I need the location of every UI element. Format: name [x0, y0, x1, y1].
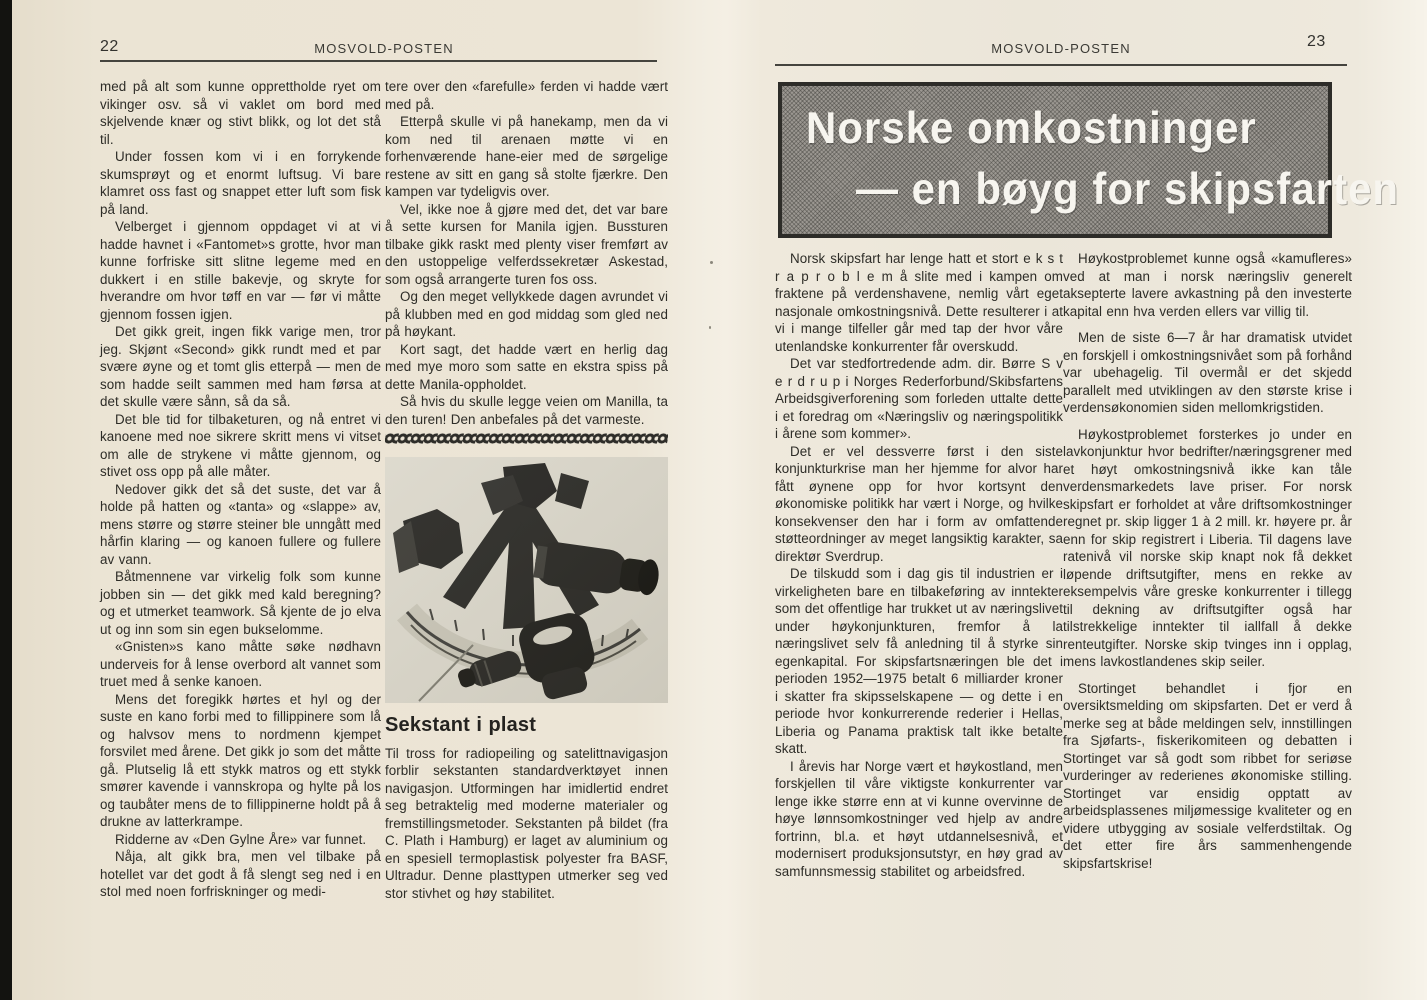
left-page-column-2 [385, 78, 668, 902]
dust-speck [710, 261, 713, 264]
paragraph: Så hvis du skulle legge veien om Manilla, ta den turen! Den anbefales på det varmeste. [385, 394, 668, 427]
paragraph: Vel, ikke noe å gjøre med det, det var bare å sette kursen for Manila igjen. Bussturen tilbake gikk raskt med plenty viser fremført av den ustoppelige velferdssekretær Askestad, som også arrangerte turen fos oss. [385, 201, 668, 287]
paragraph: Det gikk greit, ingen fikk varige men, tror jeg. Skjønt «Second» gikk rundt med et par svære øyne og et tomt glis etterpå — men de som hadde seilt sammen med ham førsa at det skulle være sånn, så da så. [100, 324, 381, 409]
running-header-right: MOSVOLD-POSTEN [991, 41, 1131, 56]
open-magazine-spread [12, 0, 1427, 1000]
sekstant-article-body [385, 745, 668, 903]
paragraph: tere over den «farefulle» ferden vi hadde vært med på. [385, 79, 668, 112]
paragraph: I årevis har Norge vært et høykostland, men forskjellen til våre viktigste konkurrenter var lenge ikke større enn at vi kunne overvinne de høye lønnsomkostninger ved hjelp av andre fortrinn, bl.a. et høyt utdannelsesnivå, et modernisert produksjonsutstyr, en høy grad av samfunnsmessig stabilitet og arbeidsfred. [775, 758, 1063, 879]
running-header-left: MOSVOLD-POSTEN [314, 41, 454, 56]
headline-line-1: Norske omkostninger [806, 102, 1257, 153]
paragraph: Etterpå skulle vi på hanekamp, men da vi kom ned til arenaen møtte vi en forhenværende hane-eier med de sørgelige restene av sitt en gang så stolte fjærkre. Den kampen var tydeligvis over. [385, 114, 668, 199]
page-number-right: 23 [1307, 33, 1326, 50]
paragraph: Ridderne av «Den Gylne Åre» var funnet. [115, 831, 367, 847]
paragraph: Og den meget vellykkede dagen avrundet vi på klubben med en god middag som gled ned på høykant. [385, 289, 668, 339]
paragraph: med på alt som kunne opprettholde ryet om vikinger osv. så vi vaklet om bord med skjelvende knær og stivt blikk, og lot det stå til. [100, 79, 381, 147]
sextant-photo [385, 457, 668, 703]
paragraph: Kort sagt, det hadde vært en herlig dag med mye moro som satte en ekstra spiss på dette Manila-oppholdet. [385, 341, 668, 392]
header-rule-right [775, 64, 1347, 66]
paragraph: Stortinget behandlet i fjor en oversiktsmelding om skipsfarten. Det er verd å merke seg at både meldingen selv, innstillingen fra Sjøfarts-, fiskerikomiteen og debatten i Stortinget var så godt som ribbet for seriøse vurderinger av rederienes økonomiske stilling. Stortinget var ensidig opptatt av arbeidsplassenes miljømessige kvaliteter og en videre utbygging av sosiale velferdstiltak. Og det etter fire års sammenhengende skipsfartskrise! [1063, 680, 1352, 871]
rope-divider [385, 432, 668, 445]
page-number-left: 22 [100, 38, 119, 55]
paragraph: Under fossen kom vi i en forrykende skumsprøyt og et enormt luftsug. Vi bare klamret oss fast og snappet etter luft som fisk på land. [100, 149, 381, 217]
paragraph: Høykostproblemet forsterkes jo under en lavkonjunktur hvor bedrifter/næringsgrener med et høyt omkostningsnivå ikke kan tåle verdensmarkedets lave priser. For norsk skipsfart er forholdet at våre driftsomkostninger regnet pr. skip ligger 1 à 2 mill. kr. høyere pr. år enn for skip registrert i Liberia. Til dagens lave ratenivå vil norske skip knapt nok få dekket løpende driftsutgifter, mens en rekke av eksempelvis våre greske konkurrenter i tillegg til dekning av driftsutgifter også har tilstrekkelige inntekter til iallfall å dekke renteutgifter. Norske skip tvinges inn i opplag, mens lavkostlandenes skip seiler. [1063, 426, 1352, 669]
paragraph: Nedover gikk det så det suste, det var å holde på hatten og «tanta» og «slappe» av, mens større og større steiner ble unngått med hårfin klaring — og kanoen fullere og fullere av vann. [100, 481, 381, 567]
paragraph: Til tross for radiopeiling og satelittnavigasjon forblir sekstanten standardverktøyet innen navigasjon. Utformingen har imidlertid endret seg betraktelig med moderne materialer og fremstillingsmetoder. Sekstanten på bildet (fra C. Plath i Hamburg) er laget av aluminium og en spesiell termoplastisk polyester fra BASF, Ultradur. Denne plasttypen utmerker seg ved stor stivhet og høy stabilitet. [385, 745, 668, 901]
paragraph: De tilskudd som i dag gis til industrien er i virkeligheten bare en tilbakeføring av inntekter som det offentlige har trukket ut av næringslivet under høykonjunkturen, fremfor å la næringslivet selv få anledning til å styrke sin egenkapital. For skipsfartsnæringen ble det i perioden 1952—1975 betalt 6 milliarder kroner i skatter fra skipsselskapene — og dette i en periode hvor konkurrerende rederier i Hellas, Liberia og Panama praktisk talt ikke betalte skatt. [775, 566, 1063, 756]
paragraph: Norsk skipsfart har lenge hatt et stort e k s t r a p r o b l e m å slite med i kampen om fraktene på verdenshavene, nemlig vårt eget nasjonale omkostningsnivå. Dette resulterer i at vi i mange tilfeller går med tap der hvor våre utenlandske konkurrenter får overskudd. [775, 251, 1063, 354]
header-rule-left [100, 60, 657, 62]
left-page-column-1 [100, 78, 381, 901]
dust-speck [709, 326, 711, 329]
paragraph: Nåja, alt gikk bra, men vel tilbake på hotellet var det godt å få slengt seg ned i en stol med noen forfriskninger og medi- [100, 849, 381, 899]
right-page-column-2 [1063, 250, 1352, 872]
headline-line-2: — en bøyg for skipsfarten [856, 163, 1400, 214]
paragraph: Høykostproblemet kunne også «kamufleres» ved at man i norsk næringsliv generelt aksepterte lavere avkastning på den investerte kapital enn hva verden ellers var villig til. [1063, 251, 1352, 319]
paragraph: Båtmennene var virkelig folk som kunne jobben sin — det gikk med kald beregning? og et utmerket teamwork. Så kjente de jo elva ut og inn som sin egen bukselomme. [100, 569, 381, 637]
paragraph: Men de siste 6—7 år har dramatisk utvidet en forskjell i omkostningsnivået som på forhånd var ubehagelig. Til overmål er det skjedd parallelt med utviklingen av den største krise i verdensøkonomien siden mellomkrigstiden. [1063, 330, 1352, 415]
article-headline-box [778, 82, 1400, 238]
article-heading-sekstant: Sekstant i plast [385, 714, 537, 736]
manila-article-continuation [385, 78, 668, 428]
paragraph: «Gnisten»s kano måtte søke nødhavn underveis for å lense overbord alt vannet som truet med å senke kanoen. [100, 639, 381, 689]
paragraph: Mens det foregikk hørtes et hyl og der suste en kano forbi med to fillippinere som lå og halvsov mens to nordmenn kjempet forsvilet med årene. Det gikk jo som det måtte gå. Plutselig lå ett stykk matros og ett stykk smører kavende i vannskropa og hylte på los og taubåter mens de to fillippinerne holdt på å drukne av latterkrampe. [100, 691, 381, 829]
paragraph: Det ble tid for tilbaketuren, og nå entret vi kanoene med noe sikrere skritt mens vi vitset om alle de strykene vi måtte gjennom, og stivet oss opp på alle måter. [100, 411, 381, 479]
paragraph: Det var stedfortredende adm. dir. Børre S v e r d r u p i Norges Rederforbund/Skibsfartens Arbeidsgiverforening som forleden uttalte dette i et foredrag om «Næringsliv og næringspolitikk i årene som kommer». [775, 356, 1063, 441]
paragraph: Velberget i gjennom oppdaget vi at vi hadde havnet i «Fantomet»s grotte, hvor man kunne forfriske sitt slitne legeme med en dukkert i en stille bakevje, og skryte for hverandre om hvor tøff en var — før vi måtte gjennom fossen igjen. [100, 219, 381, 322]
paragraph: Det er vel dessverre først i den siste konjunkturkrise man her hjemme for alvor har fått øynene opp for hvor kortsynt den økonomiske politikk har vært i Norge, og hvilke konsekvenser den har i form av omfattende støtteordninger av meget langsiktig karakter, sa direktør Sverdrup. [775, 443, 1063, 564]
right-page-column-1 [775, 250, 1063, 880]
